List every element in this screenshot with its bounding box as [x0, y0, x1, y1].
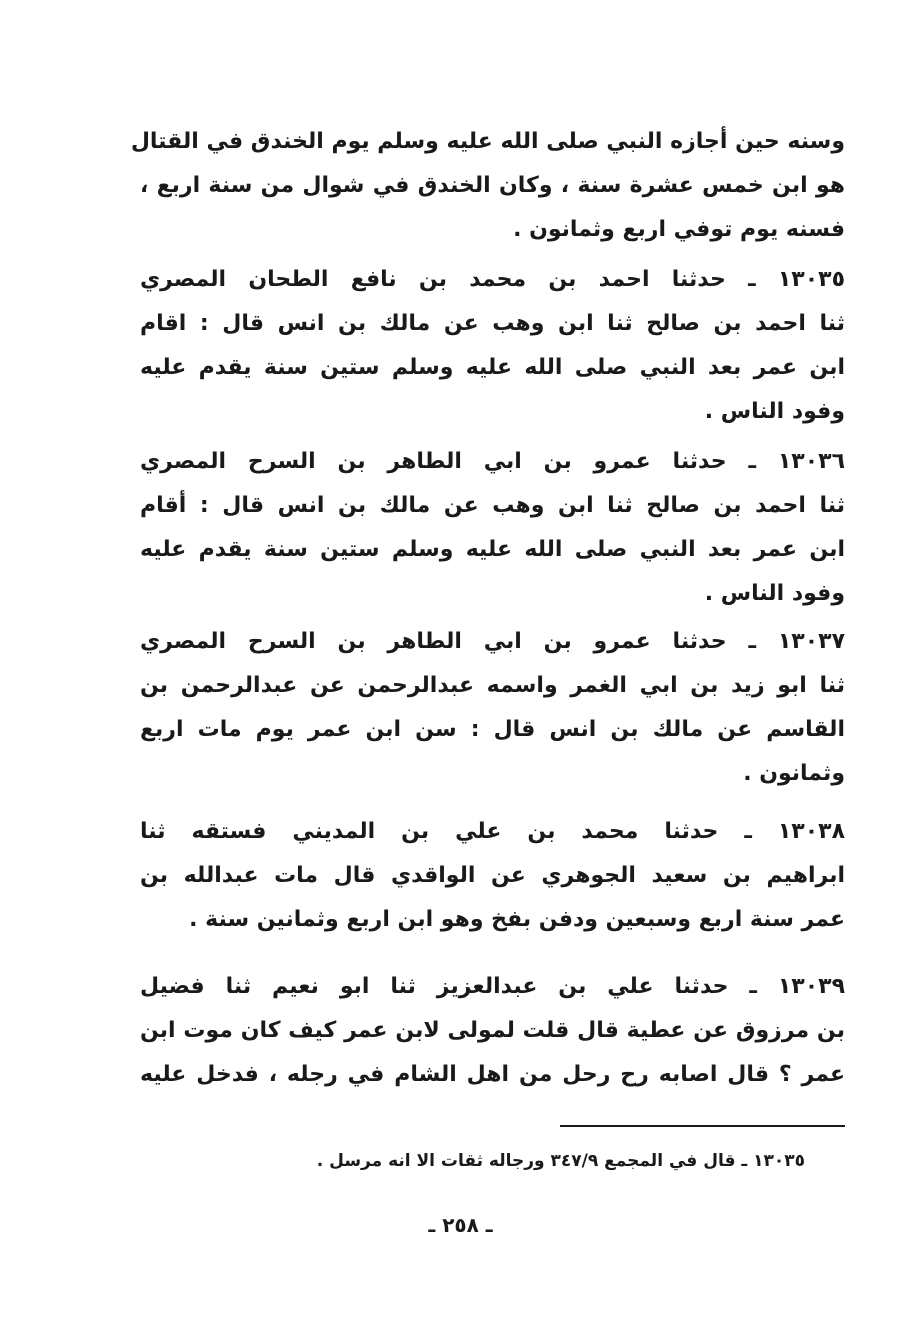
footnote: ١٣٠٣٥ ـ قال في المجمع ٣٤٧/٩ ورجاله ثقات الا انه مرسل .: [316, 1151, 805, 1171]
text-line: عمر ؟ قال اصابه رح رحل من اهل الشام في رجله ، فدخل عليه: [140, 1062, 845, 1087]
text-line: ابن عمر بعد النبي صلى الله عليه وسلم ستين سنة يقدم عليه: [140, 537, 845, 562]
text-line: وسنه حين أجازه النبي صلى الله عليه وسلم يوم الخندق في القتال: [130, 129, 845, 154]
hadith-heading-line: ١٣٠٣٨ ـ حدثنا محمد بن علي بن المديني فستقه ثنا: [140, 819, 845, 844]
hadith-heading-line: ١٣٠٣٥ ـ حدثنا احمد بن محمد بن نافع الطحان المصري: [140, 267, 845, 292]
text-line: وثمانون .: [743, 761, 845, 786]
text-line: وفود الناس .: [704, 399, 845, 424]
hadith-13039: [140, 965, 845, 1097]
text-line: القاسم عن مالك بن انس قال : سن ابن عمر يوم مات اربع: [140, 717, 845, 742]
text-line: وفود الناس .: [704, 581, 845, 606]
text-line: ابن عمر بعد النبي صلى الله عليه وسلم ستين سنة يقدم عليه: [140, 355, 845, 380]
hadith-13035: [140, 258, 845, 434]
hadith-13038: [140, 810, 845, 942]
text-line: ثنا ابو زيد بن ابي الغمر واسمه عبدالرحمن عن عبدالرحمن بن: [140, 673, 845, 698]
text-line: فسنه يوم توفي اربع وثمانون .: [513, 217, 845, 242]
paragraph-1: [130, 120, 845, 252]
text-line: هو ابن خمس عشرة سنة ، وكان الخندق في شوال من سنة اربع ،: [140, 173, 845, 198]
hadith-13037: [140, 620, 845, 796]
text-line: ثنا احمد بن صالح ثنا ابن وهب عن مالك بن انس قال : أقام: [140, 493, 845, 518]
footnote-divider: [560, 1125, 845, 1127]
page-number: ـ ٢٥٨ ـ: [428, 1213, 493, 1237]
hadith-heading-line: ١٣٠٣٧ ـ حدثنا عمرو بن ابي الطاهر بن السرح المصري: [140, 629, 845, 654]
hadith-heading-line: ١٣٠٣٦ ـ حدثنا عمرو بن ابي الطاهر بن السرح المصري: [140, 449, 845, 474]
text-line: ابراهيم بن سعيد الجوهري عن الواقدي قال مات عبدالله بن: [140, 863, 845, 888]
text-line: ثنا احمد بن صالح ثنا ابن وهب عن مالك بن انس قال : اقام: [140, 311, 845, 336]
hadith-heading-line: ١٣٠٣٩ ـ حدثنا علي بن عبدالعزيز ثنا ابو نعيم ثنا فضيل: [140, 974, 845, 999]
text-line: عمر سنة اربع وسبعين ودفن بفخ وهو ابن اربع وثمانين سنة .: [189, 907, 845, 932]
hadith-13036: [140, 440, 845, 616]
text-line: بن مرزوق عن عطية قال قلت لمولى لابن عمر كيف كان موت ابن: [140, 1018, 845, 1043]
